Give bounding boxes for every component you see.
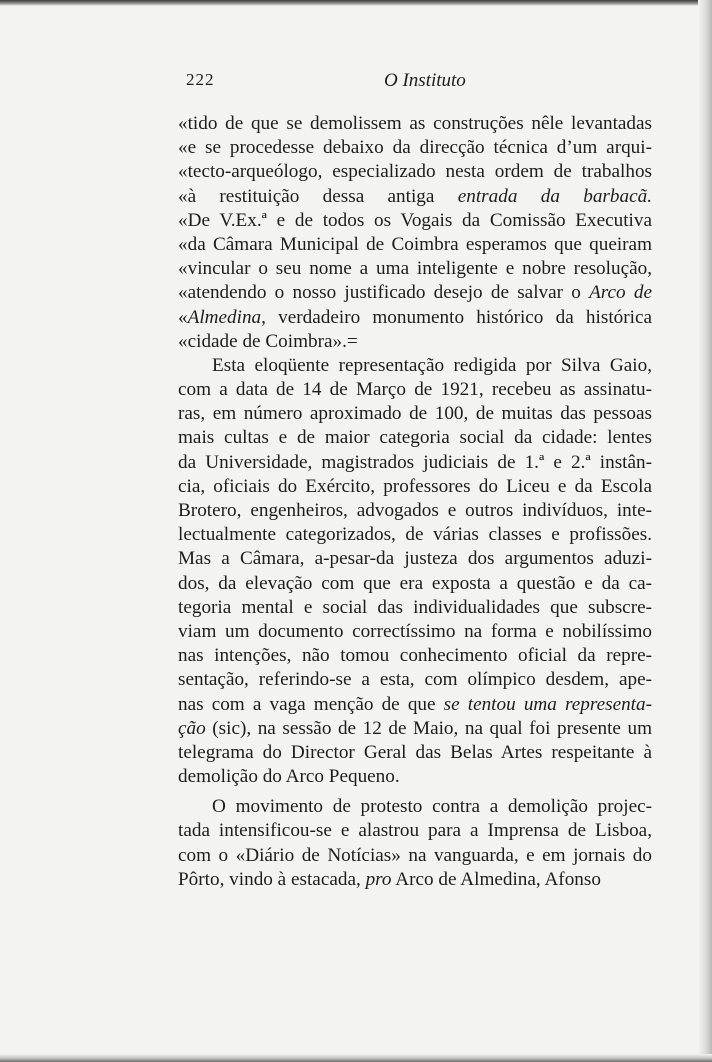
text-line: lectualmente categorizados, de várias classes e profissões. — [178, 524, 652, 546]
text-line: sentação, referindo-se a esta, com olímpico desdem, ape- — [178, 669, 652, 691]
page-top-edge — [0, 0, 712, 6]
text-line: tada intensificou-se e alastrou para a Imprensa de Lisboa, — [178, 820, 652, 842]
text-line: cia, oficiais do Exército, professores do Liceu e da Escola — [178, 475, 652, 497]
text-line: «tido de que se demolissem as construções nêle levantadas — [178, 113, 652, 134]
paragraph-1 — [178, 354, 652, 789]
text-line: mais cultas e de maior categoria social da cidade: lentes — [178, 427, 652, 449]
text-line: «vincular o seu nome a uma inteligente e nobre resolução, — [178, 258, 652, 280]
italic-phrase: Arco de — [589, 282, 652, 304]
text-line: «Almedina, verdadeiro monumento histórico da histórica — [178, 306, 652, 328]
text-line: «à restituição dessa antiga entrada da barbacã. — [178, 185, 652, 207]
text-line: da Universidade, magistrados judiciais de 1.ª e 2.ª instân- — [178, 451, 652, 473]
text-line: com o «Diário de Notícias» na vanguarda, e em jornais do — [178, 844, 652, 866]
text-line: «De V.Ex.ª e de todos os Vogais da Comissão Executiva — [178, 209, 652, 231]
text-line: nas intenções, não tomou conhecimento oficial da repre- — [178, 645, 652, 667]
text-line: demolição do Arco Pequeno. — [178, 766, 400, 788]
text-line: «atendendo o nosso justificado desejo de salvar o Arco de — [178, 282, 652, 304]
page-bottom-edge — [0, 1054, 712, 1062]
text-line: dos, da elevação com que era exposta a questão e da ca- — [178, 572, 652, 594]
text-line: «e se procedesse debaixo da direcção técnica d’um arqui- — [178, 137, 652, 159]
text-line: Pôrto, vindo à estacada, pro Arco de Almedina, Afonso — [178, 868, 601, 890]
text-line: «da Câmara Municipal de Coimbra esperamos que queiram — [178, 233, 652, 255]
text-line: nas com a vaga menção de que se tentou uma representa- — [178, 693, 653, 715]
running-header — [174, 70, 654, 100]
text-line: O movimento de protesto contra a demolição projec- — [212, 796, 652, 818]
page-right-edge — [698, 0, 712, 1062]
italic-phrase: entrada da barbacã. — [457, 185, 652, 207]
italic-phrase: se tentou uma representa- — [443, 693, 653, 715]
italic-phrase: ção — [178, 717, 206, 739]
italic-phrase: Almedina — [187, 306, 262, 328]
text-line: com a data de 14 de Março de 1921, recebeu as assinatu- — [178, 379, 652, 401]
text-line: Esta eloqüente representação redigida por Silva Gaio, — [212, 354, 652, 376]
text-line: tegoria mental e social das individualidades que subscre- — [178, 596, 652, 618]
text-line: ras, em número aproximado de 100, de muitas das pessoas — [178, 403, 652, 425]
paragraph-2 — [178, 795, 652, 892]
page-number: 222 — [186, 70, 215, 89]
italic-phrase: pro — [365, 868, 392, 890]
text-line: Brotero, engenheiros, advogados e outros indivíduos, inte- — [178, 500, 652, 521]
text-line: ção (sic), na sessão de 12 de Maio, na qual foi presente um — [178, 717, 652, 739]
text-line: telegrama do Director Geral das Belas Artes respeitante à — [178, 741, 652, 763]
text-line: «tecto-arqueólogo, especializado nesta ordem de trabalhos — [178, 161, 652, 183]
text-line: Mas a Câmara, a-pesar-da justeza dos argumentos aduzi- — [178, 548, 652, 570]
quoted-passage — [178, 112, 652, 354]
running-title: O Instituto — [384, 70, 466, 91]
text-line: «cidade de Coimbra».= — [178, 330, 358, 352]
body-text — [178, 112, 652, 892]
text-line: viam um documento correctíssimo na forma e nobilíssimo — [178, 620, 652, 642]
